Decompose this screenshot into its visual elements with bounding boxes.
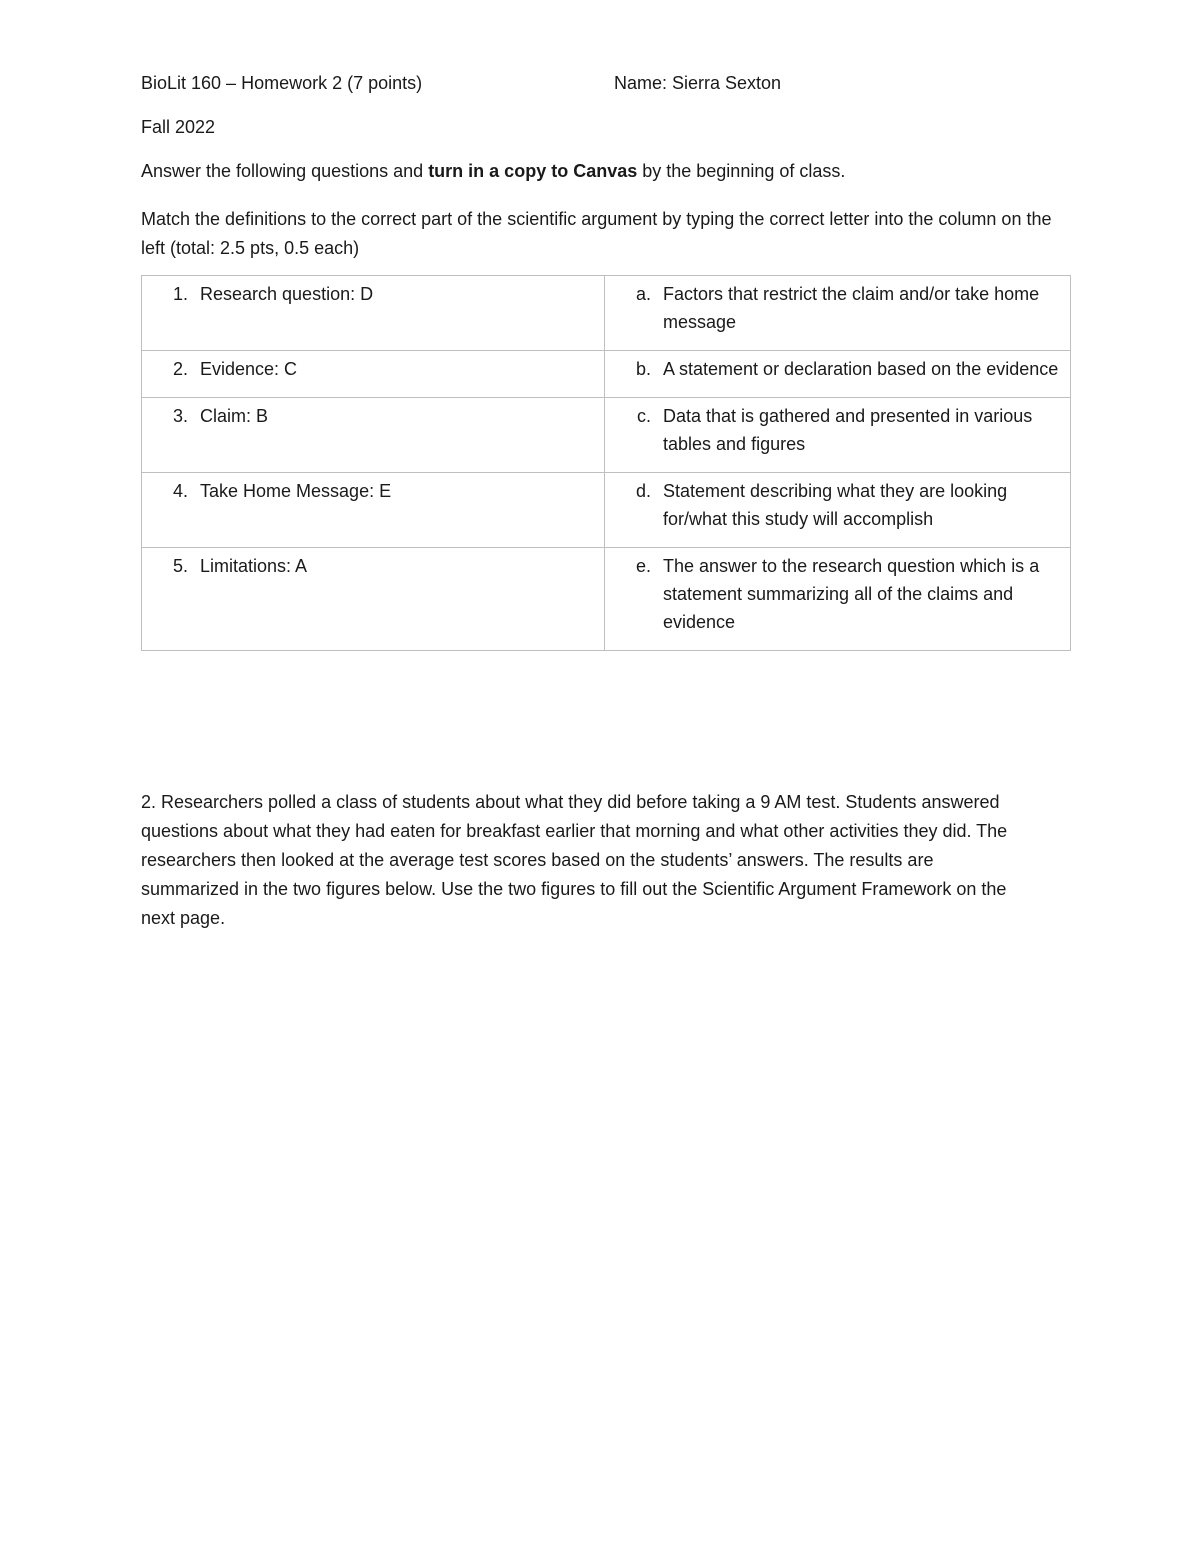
definition-cell bbox=[605, 548, 1071, 651]
definition-text: A statement or declaration based on the evidence bbox=[663, 359, 1059, 379]
term-number: 3. bbox=[172, 406, 188, 426]
definition-text: Statement describing what they are looking for/what this study will accomplish bbox=[663, 481, 1008, 529]
term-text: Evidence: C bbox=[200, 359, 298, 379]
definition-text: Data that is gathered and presented in various tables and figures bbox=[663, 406, 1033, 454]
term-number: 5. bbox=[172, 556, 188, 576]
definition-letter: a. bbox=[635, 284, 651, 304]
instructions-after: by the beginning of class. bbox=[637, 161, 846, 181]
term-text: Limitations: A bbox=[200, 556, 308, 576]
term-cell[interactable] bbox=[142, 473, 605, 548]
term-number: 1. bbox=[172, 284, 188, 304]
term-number: 4. bbox=[172, 481, 188, 501]
definition-text: The answer to the research question which is a statement summarizing all of the claims and evidence bbox=[663, 556, 1040, 632]
table-row bbox=[142, 473, 1071, 548]
table-row bbox=[142, 548, 1071, 651]
instructions bbox=[141, 161, 845, 182]
term-text: Take Home Message: E bbox=[200, 481, 392, 501]
term-cell[interactable] bbox=[142, 351, 605, 398]
table-row bbox=[142, 276, 1071, 351]
term-number: 2. bbox=[172, 359, 188, 379]
table-row bbox=[142, 398, 1071, 473]
definition-letter: b. bbox=[635, 359, 651, 379]
definition-cell bbox=[605, 473, 1071, 548]
definition-letter: e. bbox=[635, 556, 651, 576]
term-cell[interactable] bbox=[142, 548, 605, 651]
table-row bbox=[142, 351, 1071, 398]
definition-cell bbox=[605, 398, 1071, 473]
course-title: BioLit 160 – Homework 2 (7 points) bbox=[141, 73, 423, 93]
matching-table bbox=[141, 275, 1071, 651]
student-name: Name: Sierra Sexton bbox=[614, 73, 782, 93]
match-intro: Match the definitions to the correct part of the scientific argument by typing the correct letter into the column on the left (total: 2.5 pts, 0.5 each) bbox=[141, 209, 1052, 258]
definition-text: Factors that restrict the claim and/or take home message bbox=[663, 284, 1040, 332]
definition-letter: d. bbox=[635, 481, 651, 501]
instructions-before: Answer the following questions and bbox=[141, 161, 429, 181]
term-cell[interactable] bbox=[142, 276, 605, 351]
term: Fall 2022 bbox=[141, 117, 216, 137]
term-text: Claim: B bbox=[200, 406, 269, 426]
term-text: Research question: D bbox=[200, 284, 374, 304]
term-cell[interactable] bbox=[142, 398, 605, 473]
definition-letter: c. bbox=[636, 406, 651, 426]
instructions-bold: turn in a copy to Canvas bbox=[428, 161, 638, 181]
definition-cell bbox=[605, 276, 1071, 351]
definition-cell bbox=[605, 351, 1071, 398]
header bbox=[141, 73, 1071, 99]
question-2: 2. Researchers polled a class of students about what they did before taking a 9 AM test. Students answered questions about what they had eaten for breakfast earlier that morning and what other activities they did. The researchers then looked at the average test scores based on the students’ answers. The results are summarized in the two figures below. Use the two figures to fill out the Scientific Argument Framework on the next page. bbox=[141, 792, 1008, 928]
